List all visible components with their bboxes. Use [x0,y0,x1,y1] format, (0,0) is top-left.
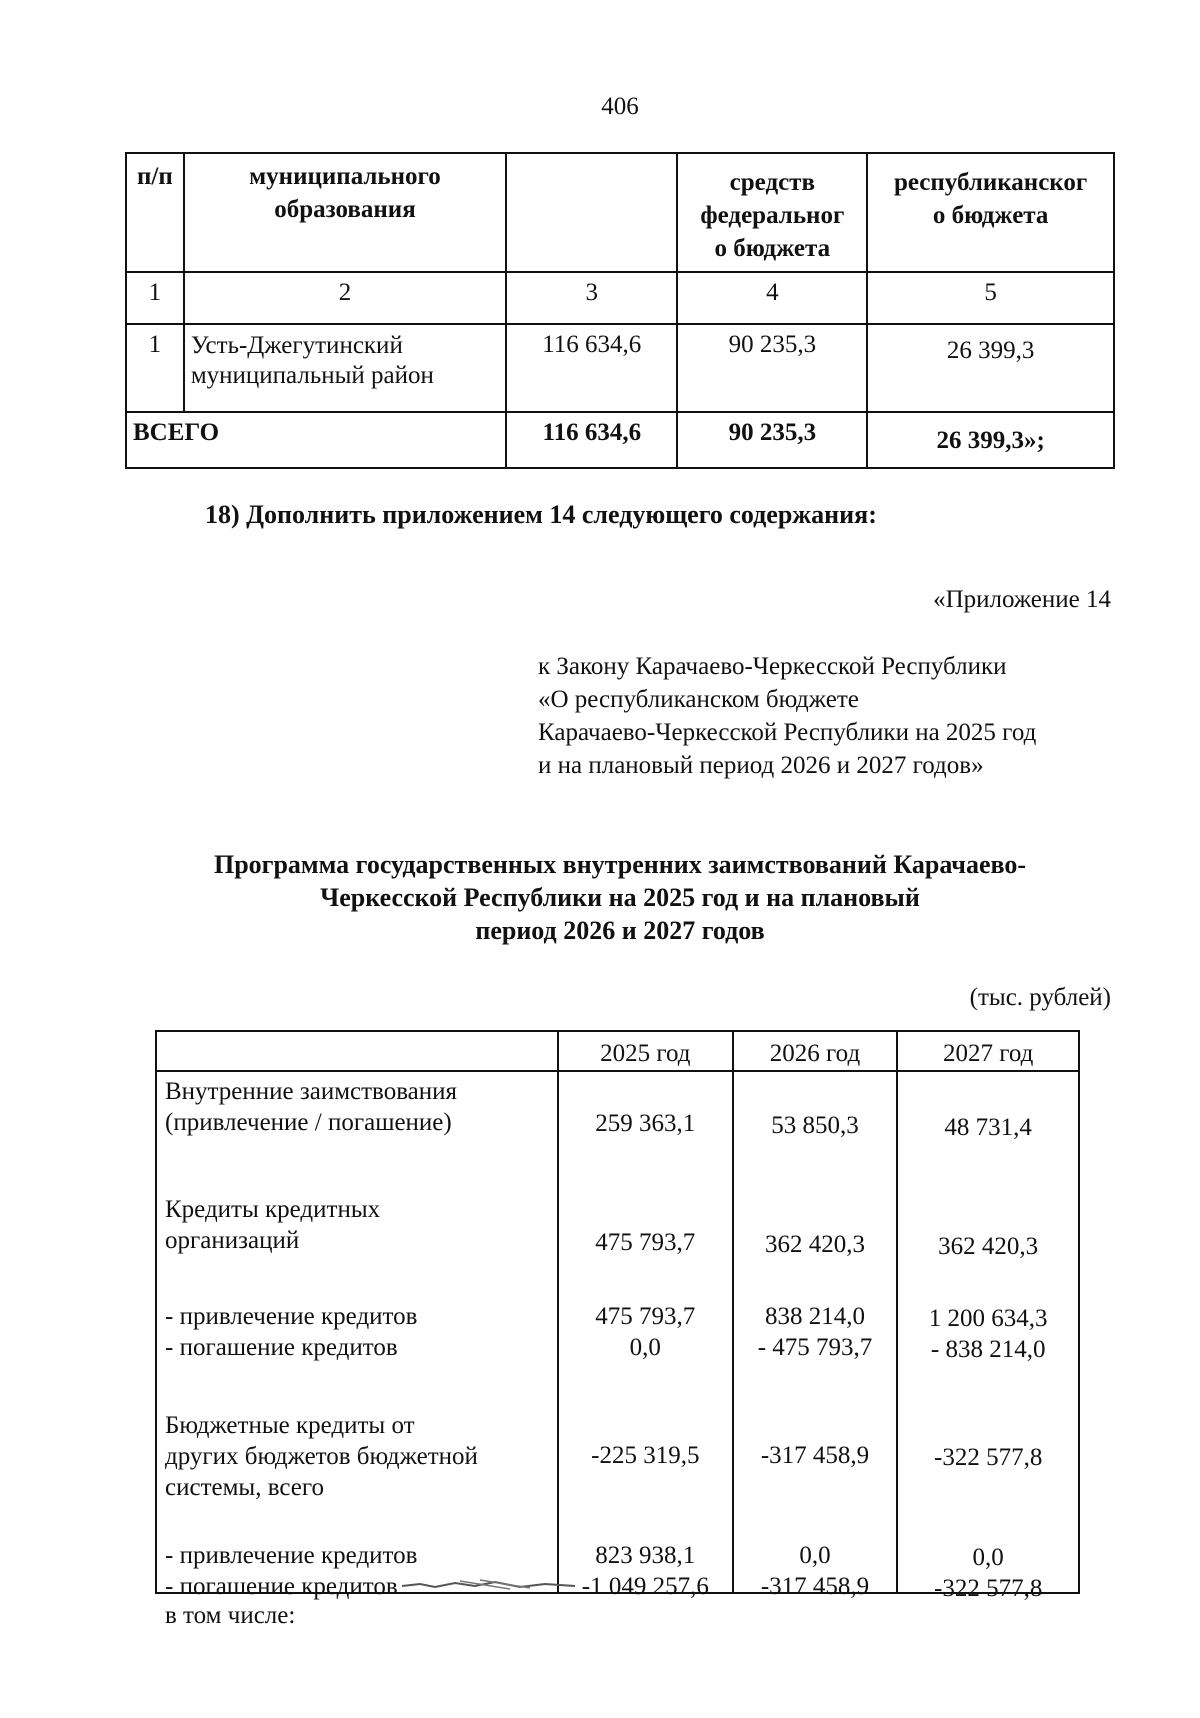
year-2026: 2026 год [733,1031,898,1071]
document-title: Программа государственных внутренних заимствований Карачаево- Черкесской Республики на 2025 год и на плановый период 2026 и 2027 годов [213,850,1027,945]
subsidy-table [125,152,1115,469]
value-cell: 0,0 [629,1334,661,1361]
scan-artifact [400,1578,580,1592]
year-header-row [156,1031,1079,1071]
numbering-cell: 1 [126,272,184,324]
value-cell: 259 363,1 [595,1110,696,1137]
row-republican: 26 399,3 [867,324,1114,412]
labels-column [156,1071,558,1629]
value-cell: -317 458,9 [760,1442,870,1469]
label-budget-sub1: других бюджетов бюджетной [165,1443,478,1470]
value-cell: - 838 214,0 [930,1336,1046,1363]
law-reference: к Закону Карачаево-Черкесской Республики «О республиканском бюджете Карачаево-Черкесской Республики на 2025 год и на плановый период 2026 и 2027 годов» [538,653,1037,779]
year-2025: 2025 год [558,1031,733,1071]
values-2026-column [733,1071,898,1600]
header-cell-federal: средств федеральног о бюджета [677,153,867,272]
label-budget-sub2: системы, всего [165,1474,324,1501]
table-row [126,324,1114,412]
page-number: 406 [601,93,639,120]
value-cell: 0,0 [972,1544,1004,1571]
value-cell: 475 793,7 [595,1303,696,1330]
numbering-cell: 4 [677,272,867,324]
value-cell: 0,0 [799,1542,831,1569]
value-cell: 362 420,3 [764,1231,865,1258]
value-cell: 53 850,3 [771,1112,859,1139]
units-label: (тыс. рублей) [969,984,1111,1011]
label-attract2: - привлечение кредитов [165,1542,418,1569]
value-cell: -322 577,8 [934,1444,1043,1471]
header-empty [156,1031,558,1071]
borrowing-table [155,1030,1080,1629]
label-credits-sub: организаций [165,1227,300,1254]
row-number: 1 [126,324,184,412]
label-internal: Внутренние заимствования [165,1078,458,1105]
value-cell: 823 938,1 [595,1542,696,1569]
header-cell-num: п/п [126,153,184,272]
numbering-row [126,272,1114,324]
row-total: 116 634,6 [506,324,677,412]
label-repay: - погашение кредитов [165,1334,398,1361]
total-row [126,412,1114,468]
row-federal: 90 235,3 [677,324,867,412]
label-repay2: - погашение кредитов [165,1573,398,1600]
item-title: 18) Дополнить приложением 14 следующего содержания: [205,500,877,529]
header-cell-total [506,153,677,272]
value-cell: 48 731,4 [944,1114,1032,1141]
total-label: ВСЕГО [126,412,506,468]
values-2025-column [558,1071,733,1600]
label-budget: Бюджетные кредиты от [165,1412,415,1439]
value-cell: -322 577,8 [934,1575,1043,1602]
table-header-row [126,153,1114,272]
value-cell: 838 214,0 [764,1303,865,1330]
header-cell-municipality: муниципального образования [184,153,506,272]
header-cell-republican: республиканског о бюджета [867,153,1114,272]
total-federal: 90 235,3 [677,412,867,468]
label-credits: Кредиты кредитных [165,1196,381,1223]
values-2027-column [897,1071,1079,1602]
value-cell: -225 319,5 [591,1442,700,1469]
value-cell: - 475 793,7 [757,1334,873,1361]
year-2027: 2027 год [897,1031,1079,1071]
label-internal-sub: (привлечение / погашение) [165,1109,452,1136]
value-cell: 362 420,3 [938,1233,1039,1260]
total-sum: 116 634,6 [506,412,677,468]
value-cell: -1 049 257,6 [581,1573,709,1600]
value-cell: 475 793,7 [595,1229,696,1256]
value-cell: -317 458,9 [760,1573,870,1600]
numbering-cell: 5 [867,272,1114,324]
label-including: в том числе: [165,1602,296,1629]
table-body-row [156,1071,1079,1593]
label-attract: - привлечение кредитов [165,1303,418,1330]
appendix-label: «Приложение 14 [933,586,1111,613]
total-republican: 26 399,3»; [867,412,1114,468]
value-cell: 1 200 634,3 [928,1305,1048,1332]
numbering-cell: 2 [184,272,506,324]
municipality-name: Усть-Джегутинский муниципальный район [184,324,506,412]
numbering-cell: 3 [506,272,677,324]
